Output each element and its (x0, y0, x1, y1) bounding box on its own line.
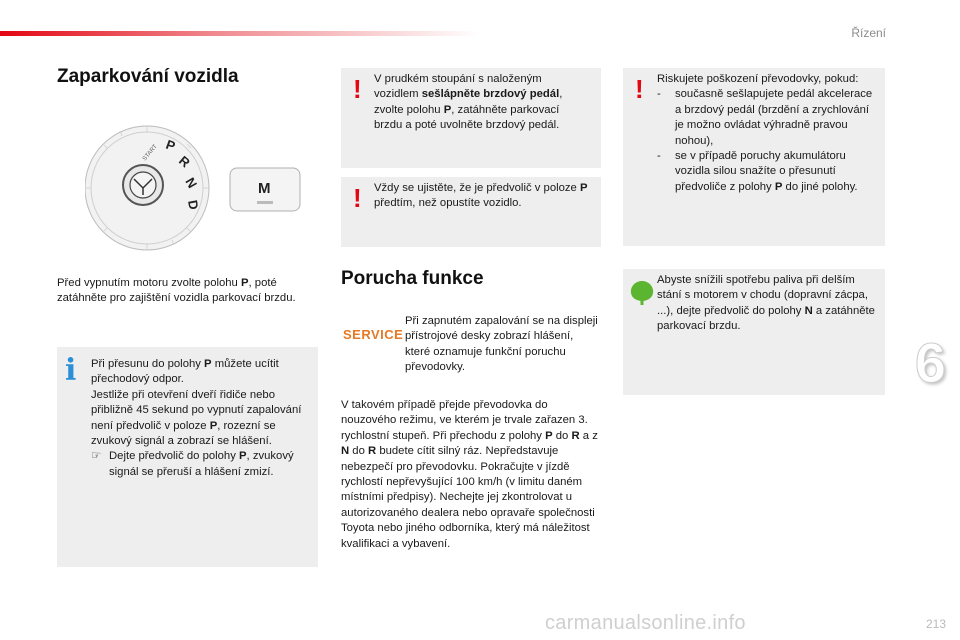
watermark: carmanualsonline.info (545, 612, 746, 634)
gear-label-p: P (163, 136, 178, 154)
info-bullet-item: ☞ Dejte předvolič do polohy P, zvukový signál se přeruší a hlášení zmizí. (91, 449, 311, 480)
service-text: Při zapnutém zapalování se na displeji přístrojové desky zobrazí hlášení, které oznamuje funkční poruchu převodovky. (405, 315, 598, 374)
info-box (57, 347, 318, 567)
gear-label-n: N (182, 175, 201, 191)
warning-box-2 (341, 177, 601, 247)
info-paragraph-2: Jestliže při otevření dveří řidiče nebo přibližně 45 sekund po vypnutí zapalování není předvolič v poloze P, rozezní se zvukový signál a zobrazí se hlášení. (91, 388, 302, 448)
pointing-hand-icon: ☞ (91, 450, 102, 463)
start-label: START (141, 143, 159, 163)
warning-exclamation-icon: ! (353, 74, 362, 104)
header-accent-bar (0, 31, 480, 36)
warning-intro: Riskujete poškození převodovky, pokud: (657, 73, 859, 85)
section-name: Řízení (851, 26, 886, 40)
info-paragraph-1: Při přesunu do polohy P můžete ucítit přechodový odpor. (91, 358, 279, 386)
page-number: 213 (925, 617, 946, 631)
warning-exclamation-icon: ! (635, 74, 644, 104)
manual-mode-label: M (258, 180, 271, 197)
gear-label-r: R (176, 152, 193, 171)
eco-leaf-icon (629, 279, 655, 305)
fault-body-text: V takovém případě přejde převodovka do nouzového režimu, ve kterém je trvale zařazen 3. rychlostní stupeň. Při přechodu z polohy P do R a z N do R budete cítit silný ráz. Nepředstavuje nebezpečí pro převodovku. Pokračujte v jízdě rychlostí nepřevyšující 100 km/h (v limitu daném místními předpisy). Nechejte jej zkontrolovat u autorizovaného dealera nebo opravaře společnosti Toyota nebo jiného odborníka, který má náležitost kvalifikaci a vybavení. (341, 399, 598, 550)
warning-item-2: - se v případě poruchy akumulátoru vozidla silou snažíte o přesunutí předvoliče z polohy P do jiné polohy. (657, 150, 858, 193)
chapter-number: 6 (914, 331, 946, 394)
warning-exclamation-icon: ! (353, 183, 362, 213)
warning-item-1: - současně sešlapujete pedál akcelerace a brzdový pedál (brzdění a zrychlování je možno ovládat výhradně pravou nohou), (657, 88, 873, 147)
warning-box-1 (341, 68, 601, 168)
intro-text: Před vypnutím motoru zvolte polohu P, poté zatáhněte pro zajištění vozidla parkovací brzdu. (57, 277, 296, 305)
warning-box-3 (623, 68, 885, 246)
service-warning-icon: SERVICE (343, 327, 404, 342)
gear-selector-illustration (85, 113, 315, 263)
gear-label-d: D (185, 198, 202, 211)
warning-text-2: Vždy se ujistěte, že je předvolič v poloze P předtím, než opustíte vozidlo. (374, 182, 588, 210)
page-title: Zaparkování vozidla (57, 66, 239, 87)
section-title-fault: Porucha funkce (341, 268, 484, 289)
warning-text-1: V prudkém stoupání s naloženým vozidlem sešlápněte brzdový pedál, zvolte polohu P, zatáhněte parkovací brzdu a poté uvolněte brzdový pedál. (374, 73, 563, 132)
info-icon: i (65, 353, 77, 388)
eco-tip-text: Abyste snížili spotřebu paliva při delším stání s motorem v chodu (dopravní zácpa, ...), dejte předvolič do polohy N a zatáhněte parkovací brzdu. (657, 274, 875, 333)
eco-tip-box (623, 269, 885, 395)
